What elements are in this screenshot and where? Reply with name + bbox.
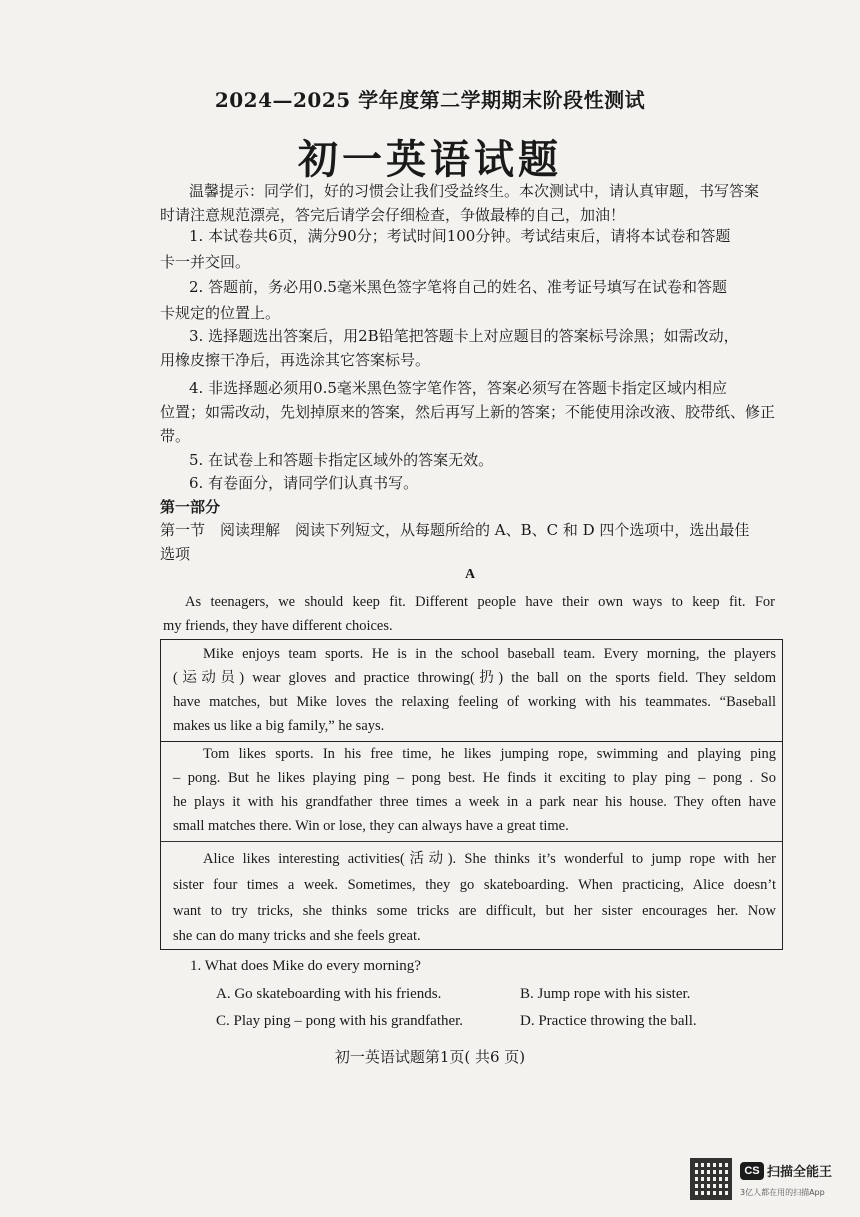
question-1-stem: 1. What does Mike do every morning?: [190, 958, 421, 974]
tom-line-1: Tom likes sports. In his free time, he likes jumping rope, swimming and playing ping: [203, 746, 776, 762]
passage-intro-line-1: As teenagers, we should keep fit. Different people have their own ways to keep fit. For: [185, 594, 775, 610]
tom-line-4: small matches there. Win or lose, they can always have a great time.: [173, 818, 569, 834]
alice-line-2: sister four times a week. Sometimes, they go skateboarding. When practicing, Alice doesn’t: [173, 877, 776, 893]
camscanner-logo-icon: CS: [740, 1162, 764, 1180]
alice-paragraph-box: [160, 841, 783, 950]
question-1-option-a: A. Go skateboarding with his friends.: [216, 986, 442, 1002]
alice-line-4: she can do many tricks and she feels great.: [173, 928, 421, 944]
section-instruction-line-2: 选项: [160, 545, 191, 563]
section-instruction-line-1: 第一节 阅读理解 阅读下列短文，从每题所给的 A、B、C 和 D 四个选项中，选出最佳: [160, 521, 750, 539]
passage-intro-line-2: my friends, they have different choices.: [163, 618, 393, 634]
watermark-app-name: 扫描全能王: [767, 1165, 833, 1180]
alice-line-3: want to try tricks, she thinks some tricks are difficult, but her sister encourages her. Now: [173, 903, 776, 919]
qr-code-icon: [690, 1158, 732, 1200]
tip-line-1: 温馨提示：同学们，好的习惯会让我们受益终生。本次测试中，请认真审题，书写答案: [189, 182, 760, 200]
exam-subtitle: 2024—2025 学年度第二学期期末阶段性测试: [214, 88, 646, 112]
instruction-6: 6. 有卷面分，请同学们认真书写。: [189, 474, 419, 492]
tom-line-2: – pong. But he likes playing ping – pong best. He finds it exciting to play ping – pong . So: [173, 770, 776, 786]
tom-line-3: he plays it with his grandfather three times a week in a park near his house. They often have: [173, 794, 776, 810]
page-footer: 初一英语试题第1页( 共6 页): [334, 1048, 526, 1066]
instruction-4-line-1: 4. 非选择题必须用0.5毫米黑色签字笔作答，答案必须写在答题卡指定区域内相应: [189, 379, 727, 397]
exam-title: 初一英语试题: [298, 136, 562, 183]
instruction-4-line-2: 位置；如需改动，先划掉原来的答案，然后再写上新的答案；不能使用涂改液、胶带纸、修正: [160, 403, 776, 421]
tip-line-2: 时请注意规范漂亮，答完后请学会仔细检查，争做最棒的自己，加油！: [160, 206, 626, 224]
passage-label: A: [464, 567, 476, 582]
question-1-option-d: D. Practice throwing the ball.: [520, 1013, 697, 1029]
instruction-2-line-2: 卡规定的位置上。: [160, 304, 281, 322]
mike-paragraph-box: [160, 639, 783, 742]
question-1-option-b: B. Jump rope with his sister.: [520, 986, 691, 1002]
mike-line-4: makes us like a big family,” he says.: [173, 718, 385, 734]
instruction-3-line-2: 用橡皮擦干净后，再选涂其它答案标号。: [160, 351, 431, 369]
mike-line-3: have matches, but Mike loves the relaxing feeling of working with his teammates. “Baseball: [173, 694, 776, 710]
tom-paragraph-box: [160, 740, 783, 842]
instruction-1-line-1: 1. 本试卷共6页，满分90分；考试时间100分钟。考试结束后，请将本试卷和答题: [189, 227, 731, 245]
part-heading: 第一部分: [160, 498, 221, 516]
mike-line-2: (运动员) wear gloves and practice throwing(扔) the ball on the sports field. They seldom: [173, 670, 776, 686]
watermark-tagline: 3亿人都在用的扫描App: [740, 1188, 825, 1197]
instruction-1-line-2: 卡一并交回。: [160, 253, 251, 271]
instruction-5: 5. 在试卷上和答题卡指定区域外的答案无效。: [189, 451, 494, 469]
instruction-3-line-1: 3. 选择题选出答案后，用2B铅笔把答题卡上对应题目的答案标号涂黑；如需改动，: [189, 327, 739, 345]
mike-line-1: Mike enjoys team sports. He is in the school baseball team. Every morning, the players: [203, 646, 776, 662]
instruction-4-line-3: 带。: [160, 427, 191, 445]
alice-line-1: Alice likes interesting activities(活动). She thinks it’s wonderful to jump rope with her: [203, 851, 776, 867]
instruction-2-line-1: 2. 答题前，务必用0.5毫米黑色签字笔将自己的姓名、准考证号填写在试卷和答题: [189, 278, 727, 296]
question-1-option-c: C. Play ping – pong with his grandfather.: [216, 1013, 464, 1029]
